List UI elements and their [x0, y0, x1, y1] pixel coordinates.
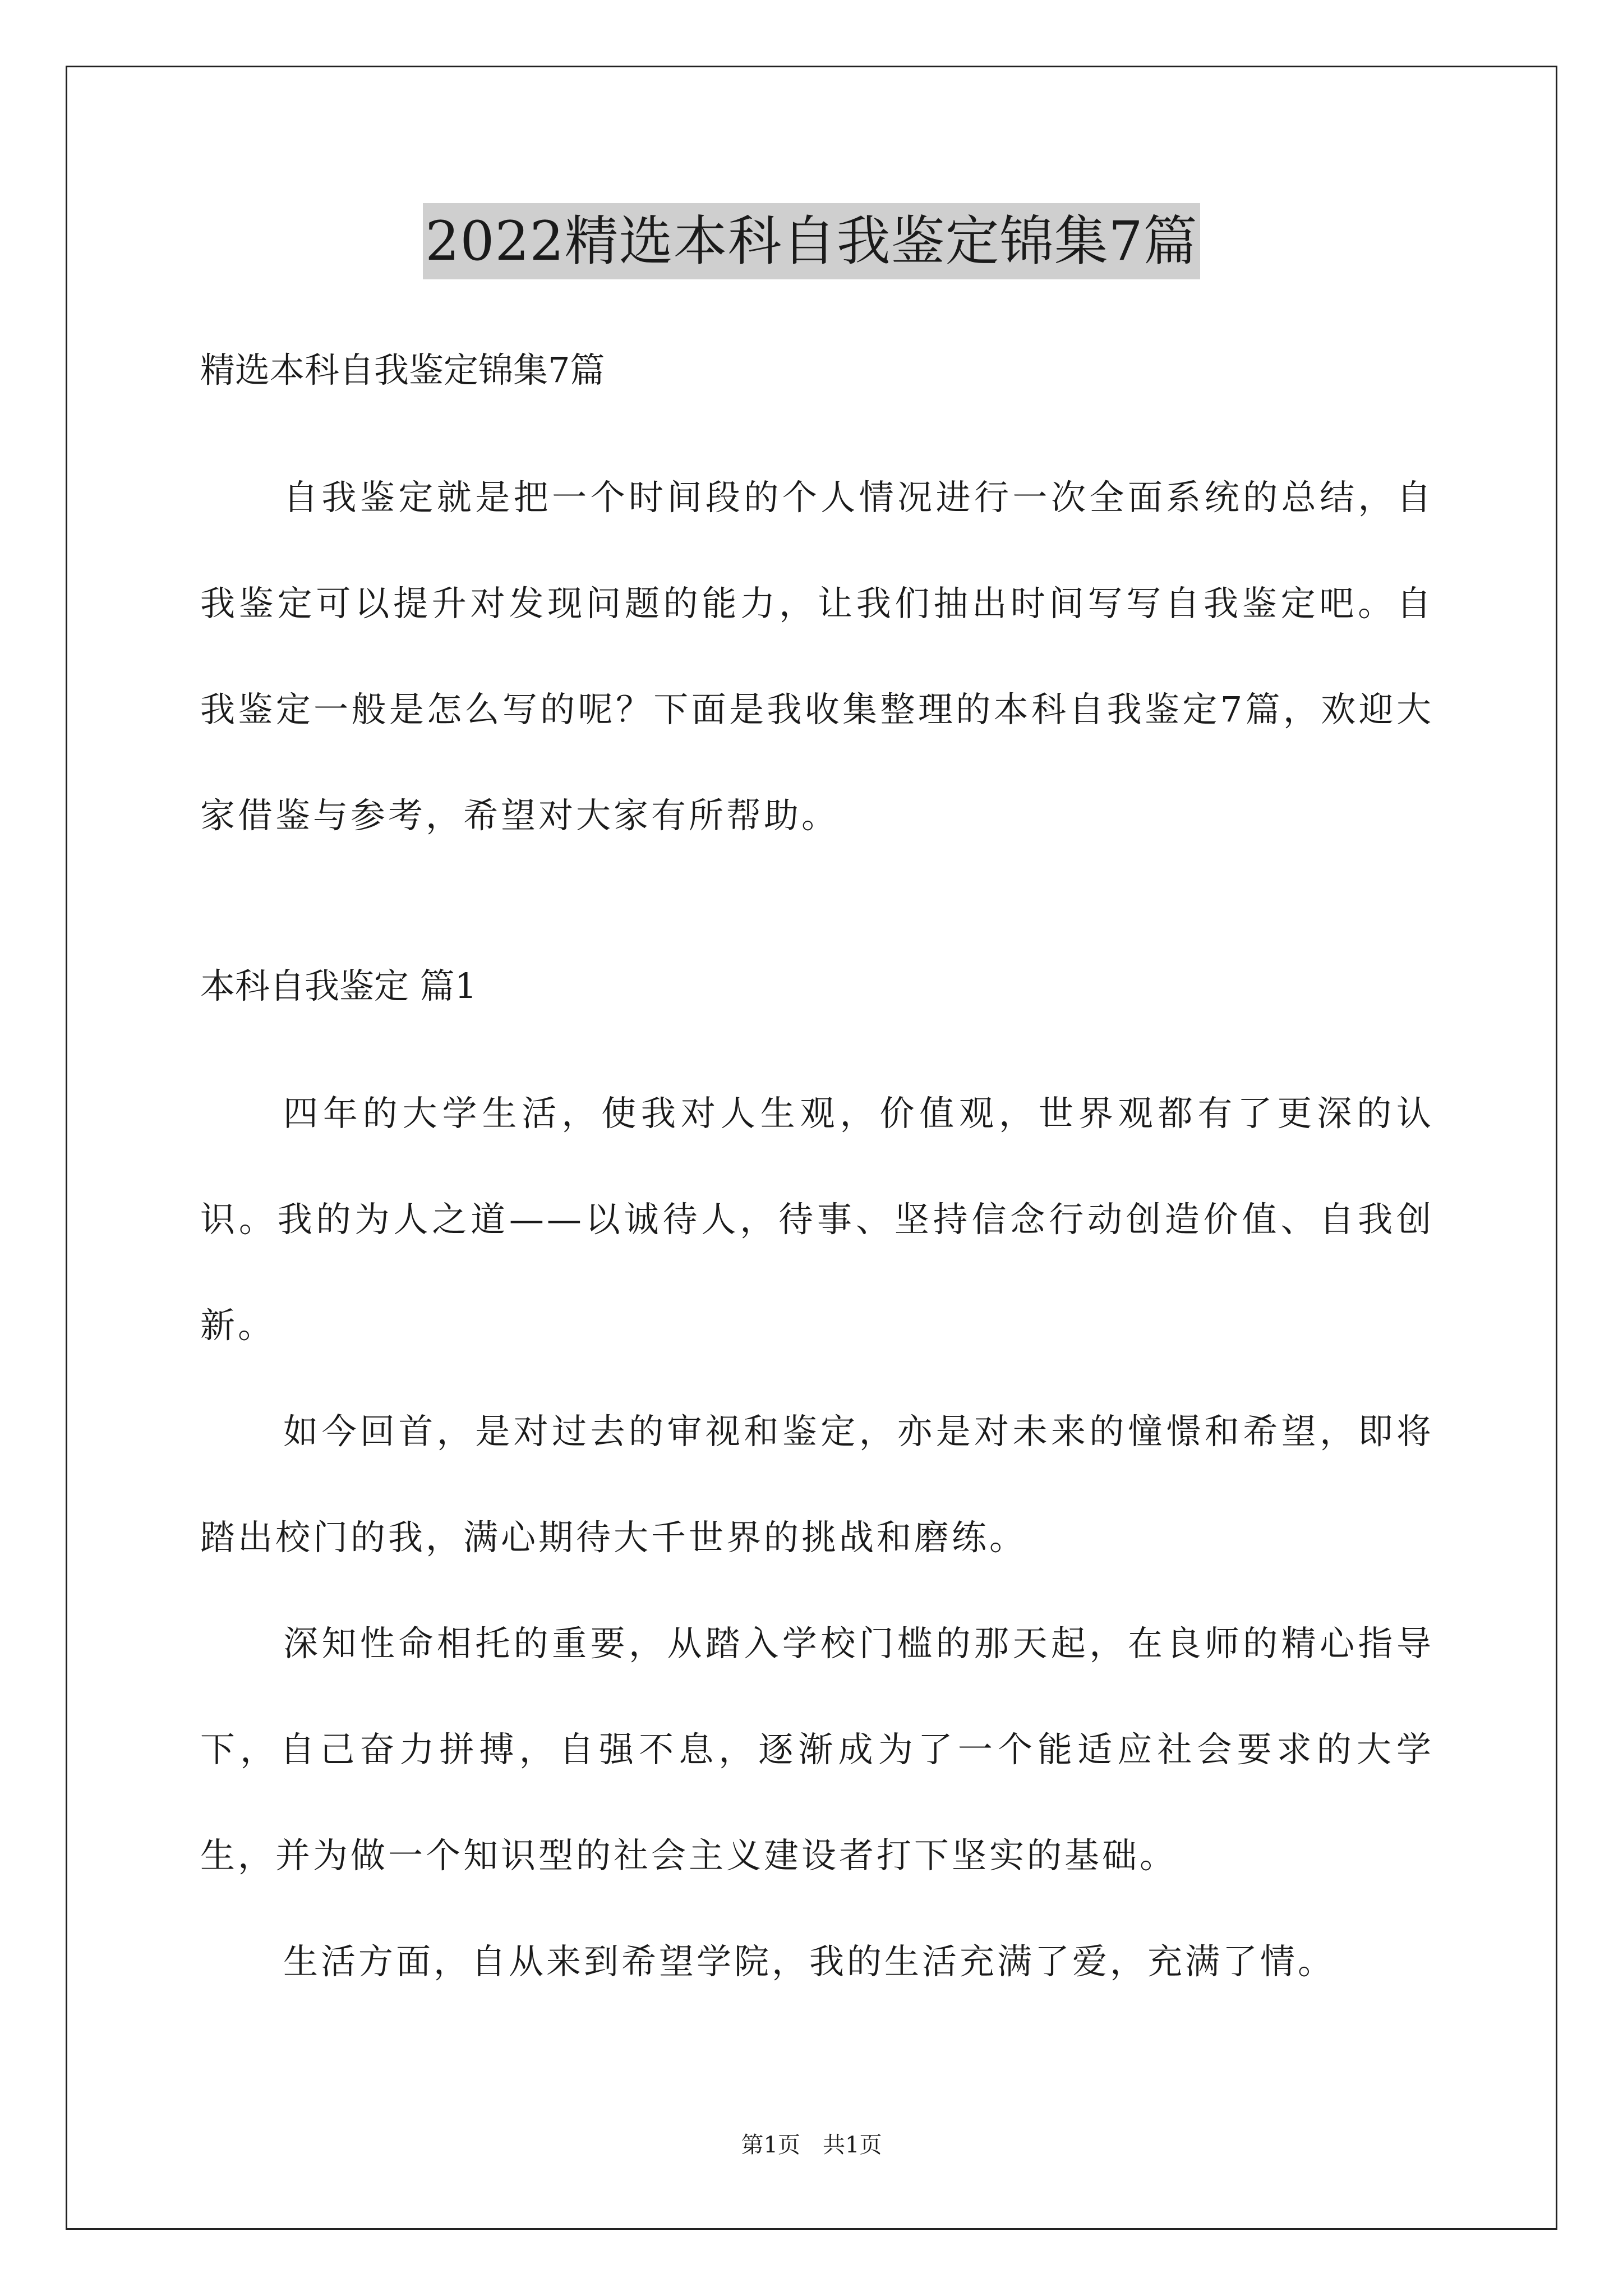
document-subtitle: 精选本科自我鉴定锦集7篇	[200, 349, 605, 390]
document-body	[200, 342, 1434, 2014]
body-paragraph: 四年的大学生活，使我对人生观，价值观，世界观都有了更深的认识。我的为人之道——以诚待人，待事、坚持信念行动创造价值、自我创新。	[200, 1093, 1434, 1346]
body-paragraph: 生活方面，自从来到希望学院，我的生活充满了爱，充满了情。	[283, 1941, 1336, 1982]
page-number: 第1页 共1页	[741, 2132, 882, 2158]
body-paragraph: 如今回首，是对过去的审视和鉴定，亦是对未来的憧憬和希望，即将踏出校门的我，满心期待大千世界的挑战和磨练。	[200, 1411, 1434, 1558]
body-paragraph: 深知性命相托的重要，从踏入学校门槛的那天起，在良师的精心指导下，自己奋力拼搏，自强不息，逐渐成为了一个能适应社会要求的大学生，并为做一个知识型的社会主义建设者打下坚实的基础。	[200, 1623, 1434, 1876]
document-title: 2022精选本科自我鉴定锦集7篇	[423, 203, 1200, 279]
title-container	[0, 203, 1623, 279]
intro-paragraph: 自我鉴定就是把一个时间段的个人情况进行一次全面系统的总结，自我鉴定可以提升对发现问题的能力，让我们抽出时间写写自我鉴定吧。自我鉴定一般是怎么写的呢？下面是我收集整理的本科自我鉴定7篇，欢迎大家借鉴与参考，希望对大家有所帮助。	[200, 477, 1434, 836]
section-heading: 本科自我鉴定 篇1	[200, 965, 477, 1006]
